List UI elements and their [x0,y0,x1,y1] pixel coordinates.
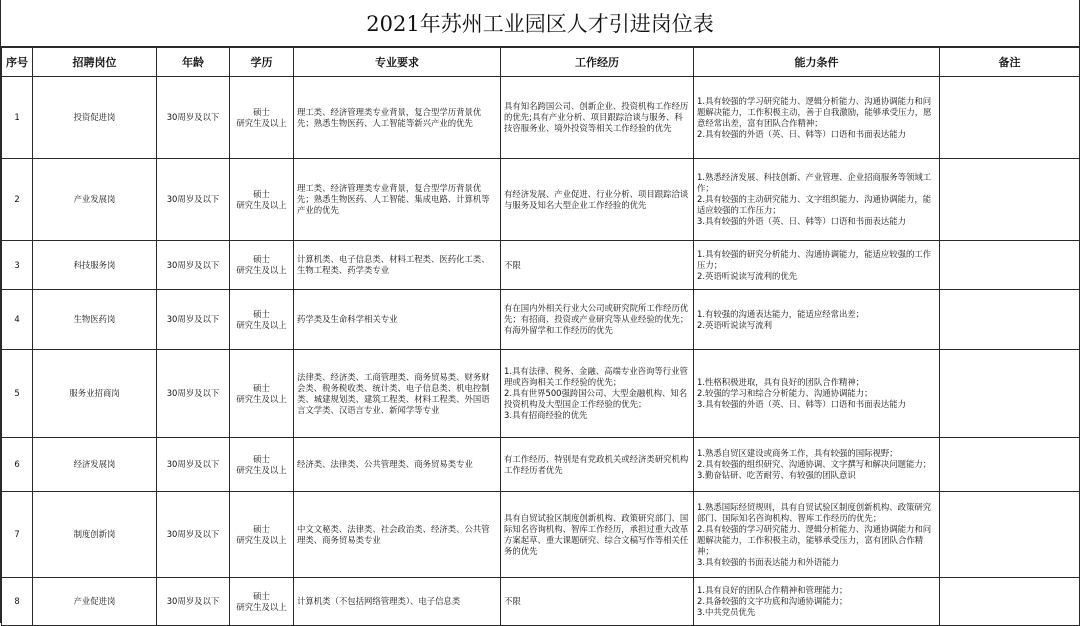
cell-ability[interactable]: 1.具有较强的研究分析能力、沟通协调能力，能适应较强的工作压力； 2.英语听说读写流利的优先 [694,241,940,290]
edu-degree: 硕士 [253,254,270,264]
cell-age[interactable]: 30周岁及以下 [157,350,230,438]
cell-post[interactable]: 服务业招商岗 [33,350,157,438]
header-ability[interactable]: 能力条件 [694,48,940,77]
cell-major[interactable]: 药学类及生命科学相关专业 [294,290,501,350]
edu-level: 研究生及以上 [236,117,287,128]
cell-no[interactable]: 8 [2,578,33,626]
edu-level: 研究生及以上 [236,393,287,404]
cell-major[interactable]: 法律类、经济类、工商管理类、商务贸易类、财务财会类、税务税收类、统计类、电子信息类、机电控制类、城建规划类、建筑工程类、材料工程类、外国语言文学类、汉语言专业、新闻学等专业 [294,350,501,438]
edu-degree: 硕士 [253,523,270,534]
edu-level: 研究生及以上 [236,534,287,545]
cell-major[interactable]: 计算机类、电子信息类、材料工程类、医药化工类、生物工程类、药学类专业 [294,241,501,290]
cell-edu[interactable] [230,578,294,626]
cell-note[interactable] [940,438,1080,492]
cell-ability[interactable]: 1.有较强的沟通表达能力，能适应经常出差； 2.英语听说读写流利 [694,290,940,350]
header-major[interactable]: 专业要求 [294,48,501,77]
cell-major[interactable]: 理工类、经济管理类专业背景，复合型学历背景优先；熟悉生物医药、人工智能、集成电路、计算机等产业的优先 [294,159,501,241]
table-row [2,578,1080,626]
cell-ability[interactable]: 1.熟悉自贸区建设或商务工作，具有较强的国际视野； 2.具有较强的组织研究、沟通协调、文字撰写和解决问题能力； 3.勤奋钻研、吃苦耐劳、有较强的团队意识 [694,438,940,492]
page-title: 2021年苏州工业园区人才引进岗位表 [1,0,1079,47]
cell-post[interactable]: 生物医药岗 [33,290,157,350]
cell-post[interactable]: 科技服务岗 [33,241,157,290]
cell-no[interactable]: 3 [2,241,33,290]
cell-note[interactable] [940,241,1080,290]
positions-table [1,47,1080,626]
cell-note[interactable] [940,350,1080,438]
cell-ability[interactable]: 1.熟悉经济发展、科技创新、产业管理、企业招商服务等领域工作； 2.具有较强的主动研究能力、文字组织能力、沟通协调能力，能适应较强的工作压力； 3.具有较强的外语（英、日、韩等）口语和书面表达能力 [694,159,940,241]
header-age[interactable]: 年龄 [157,48,230,77]
cell-major[interactable]: 计算机类（不包括网络管理类）、电子信息类 [294,578,501,626]
cell-major[interactable]: 经济类、法律类、公共管理类、商务贸易类专业 [294,438,501,492]
cell-exp[interactable]: 具有知名跨国公司、创新企业、投资机构工作经历的优先;具有产业分析、项目跟踪洽谈与服务、科技咨服务业、境外投资等相关工作经验的优先 [501,77,694,159]
table-row [2,492,1080,578]
edu-level: 研究生及以上 [236,265,287,275]
table-row [2,159,1080,241]
edu-degree: 硕士 [253,106,270,117]
cell-post[interactable]: 制度创新岗 [33,492,157,578]
cell-exp[interactable]: 不限 [501,241,694,290]
cell-no[interactable]: 4 [2,290,33,350]
header-exp[interactable]: 工作经历 [501,48,694,77]
table-row [2,77,1080,159]
edu-degree: 硕士 [253,590,270,601]
cell-edu[interactable] [230,290,294,350]
cell-note[interactable] [940,578,1080,626]
edu-level: 研究生及以上 [236,319,287,330]
cell-exp[interactable]: 不限 [501,578,694,626]
header-post[interactable]: 招聘岗位 [33,48,157,77]
table-row [2,290,1080,350]
cell-exp[interactable]: 有经济发展、产业促进、行业分析、项目跟踪洽谈与服务及知名大型企业工作经验的优先 [501,159,694,241]
cell-post[interactable]: 经济发展岗 [33,438,157,492]
cell-edu[interactable] [230,438,294,492]
cell-exp[interactable]: 有在国内外相关行业大公司或研究院所工作经历优先；有招商、投资或产业研究等从业经验的优先；有海外留学和工作经历的优先 [501,290,694,350]
cell-major[interactable]: 中文文秘类、法律类、社会政治类、经济类、公共管理类、商务贸易类专业 [294,492,501,578]
cell-age[interactable]: 30周岁及以下 [157,438,230,492]
cell-age[interactable]: 30周岁及以下 [157,290,230,350]
cell-edu[interactable] [230,492,294,578]
cell-age[interactable]: 30周岁及以下 [157,77,230,159]
edu-degree: 硕士 [253,308,270,319]
cell-age[interactable]: 30周岁及以下 [157,159,230,241]
cell-edu[interactable] [230,77,294,159]
edu-level: 研究生及以上 [236,601,287,612]
cell-major[interactable]: 理工类、经济管理类专业背景，复合型学历背景优先；熟悉生物医药、人工智能等新兴产业的优先 [294,77,501,159]
cell-no[interactable]: 5 [2,350,33,438]
cell-post[interactable]: 投资促进岗 [33,77,157,159]
header-edu[interactable]: 学历 [230,48,294,77]
cell-edu[interactable] [230,350,294,438]
header-note[interactable]: 备注 [940,48,1080,77]
edu-degree: 硕士 [253,453,270,464]
cell-ability[interactable]: 1.性格积极进取，具有良好的团队合作精神； 2.较强的学习和综合分析能力、沟通协调能力； 3.具有较强的外语（英、日、韩等）口语和书面表达能力 [694,350,940,438]
cell-ability[interactable]: 1.熟悉国际经贸规则，具有自贸试验区制度创新机构、政策研究部门、国际知名咨询机构、智库工作经历的优先； 2.具有较强的学习研究能力、逻辑分析能力、沟通协调能力和问题解决能力，工作积极主动，能够承受压力，富有团队合作精神； 3.具有较强的书面表达能力和外语能力 [694,492,940,578]
table-row [2,438,1080,492]
cell-note[interactable] [940,492,1080,578]
cell-note[interactable] [940,77,1080,159]
cell-no[interactable]: 2 [2,159,33,241]
table-row [2,241,1080,290]
cell-age[interactable]: 30周岁及以下 [157,492,230,578]
cell-ability[interactable]: 1.具有较强的学习研究能力、逻辑分析能力、沟通协调能力和问题解决能力，工作积极主动，善于自我激励，能够承受压力，愿意经常出差，富有团队合作精神； 2.具有较强的外语（英、日、韩等）口语和书面表达能力 [694,77,940,159]
edu-level: 研究生及以上 [236,199,287,210]
edu-degree: 硕士 [253,188,270,199]
cell-no[interactable]: 1 [2,77,33,159]
cell-post[interactable]: 产业发展岗 [33,159,157,241]
cell-age[interactable]: 30周岁及以下 [157,241,230,290]
cell-post[interactable]: 产业促进岗 [33,578,157,626]
cell-age[interactable]: 30周岁及以下 [157,578,230,626]
table-row [2,350,1080,438]
cell-note[interactable] [940,159,1080,241]
cell-exp[interactable]: 有工作经历、特别是有党政机关或经济类研究机构工作经历者优先 [501,438,694,492]
cell-exp[interactable]: 具有自贸试验区制度创新机构、政策研究部门、国际知名咨询机构、智库工作经历，承担过重大改革方案起草、重大课题研究、综合文稿写作等相关任务的优先 [501,492,694,578]
edu-level: 研究生及以上 [236,464,287,475]
header-no[interactable]: 序号 [2,48,33,77]
header-row [2,48,1080,77]
edu-degree: 硕士 [253,382,270,393]
cell-note[interactable] [940,290,1080,350]
cell-edu[interactable] [230,241,294,290]
cell-no[interactable]: 7 [2,492,33,578]
cell-ability[interactable]: 1.具有良好的团队合作精神和管理能力； 2.具备较强的文字功底和沟通协调能力； 3.中共党员优先 [694,578,940,626]
cell-exp[interactable]: 1.具有法律、税务、金融、高端专业咨询等行业管理或咨询相关工作经验的优先； 2.具有世界500强跨国公司、大型金融机构、知名投资机构及大型国企工作经验的优先； 3.具有招商经验的优先 [501,350,694,438]
cell-no[interactable]: 6 [2,438,33,492]
cell-edu[interactable] [230,159,294,241]
